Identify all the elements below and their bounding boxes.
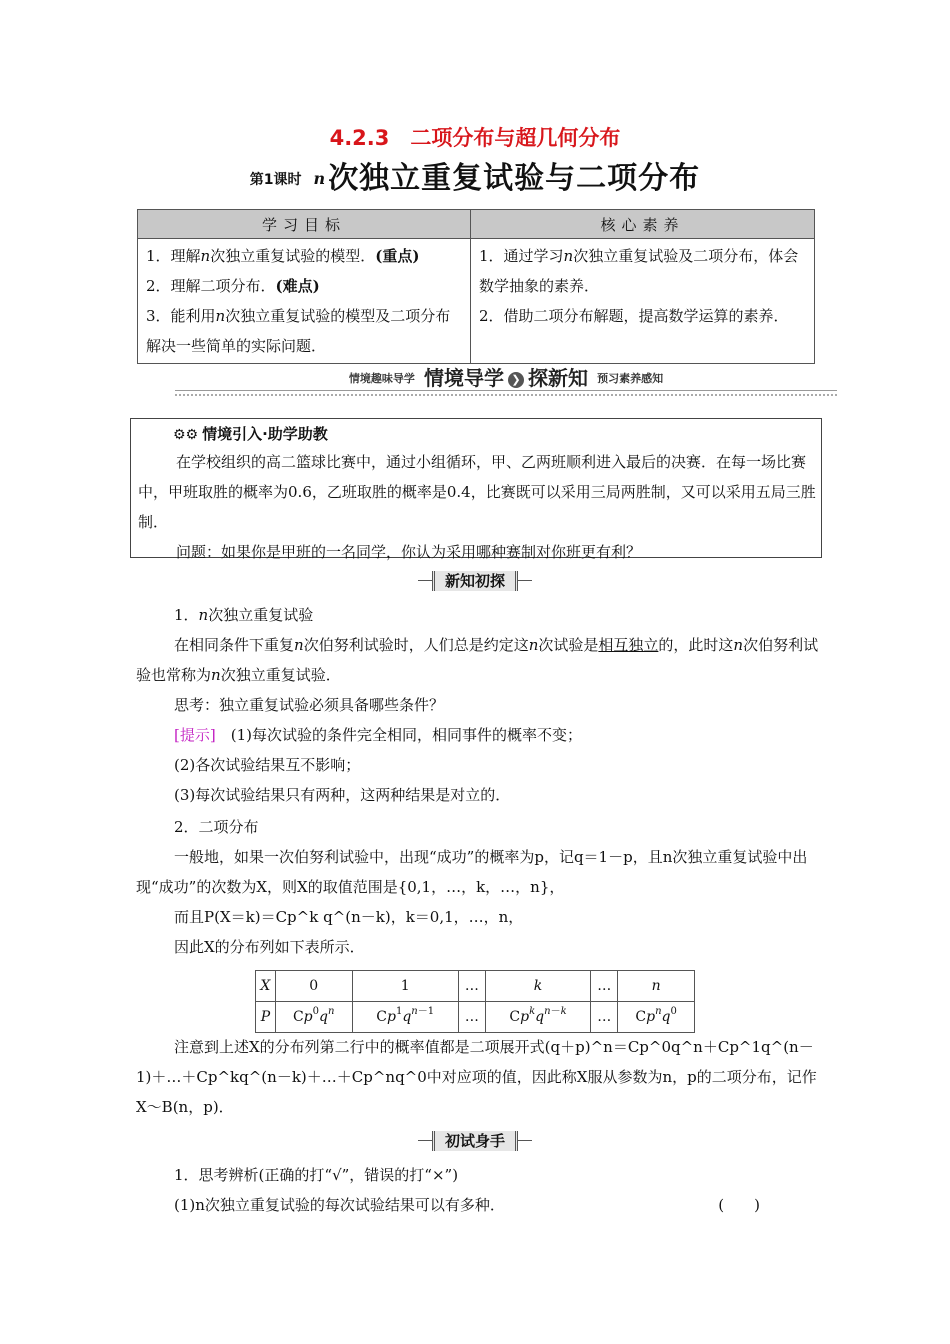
lesson-title-line <box>0 153 950 197</box>
hint-label: [提示] <box>174 726 216 744</box>
banner-left-text: 情境趣味导学 <box>348 372 415 385</box>
distribution-table <box>255 970 695 1033</box>
answer-blank[interactable]: ( ) <box>718 1196 760 1214</box>
intro-paragraph: 在学校组织的高二篮球比赛中，通过小组循环，甲、乙两班顺利进入最后的决赛．在每一场比赛中，甲班取胜的概率为0.6，乙班取胜的概率是0.4，比赛既可以采用三局两胜制，又可以采用五局三胜制． 问题：如果你是甲班的一名同学，你认为采用哪种赛制对你班更有利？ <box>138 447 818 567</box>
literacy-item: 2．借助二项分布解题，提高数学运算的素养． <box>479 307 789 325</box>
banner-title-2: 探新知 <box>528 366 588 390</box>
goal-item: 3．能利用n次独立重复试验的模型及二项分布解决一些简单的实际问题． <box>146 307 451 355</box>
hint-line: (3)每次试验结果只有两种，这两种结果是对立的． <box>174 786 511 804</box>
banner-right-text: 预习素养感知 <box>597 372 664 385</box>
section-title: 4.2.3 二项分布与超几何分布 <box>329 126 621 150</box>
new-knowledge-tag: 新知初探 <box>0 570 950 591</box>
bicycle-icon: ⚙⚙ <box>173 427 199 443</box>
binomial-note: 注意到上述X的分布列第二行中的概率值都是二项展开式(q＋p)^n＝Cp^0q^n＋Cp^1q^(n－1)＋…＋Cp^kq^(n－k)＋…＋Cp^nq^0中对应项的值，因此称X服从参数为n，p的二项分布，记作X～B(n，p)． <box>136 1038 817 1116</box>
hint-line: [提示] (1)每次试验的条件完全相同，相同事件的概率不变； <box>174 726 582 744</box>
section-banner <box>175 362 837 398</box>
section-1-title: 1．n次独立重复试验 <box>174 606 314 624</box>
intro-box <box>130 418 822 561</box>
literacy-item: 1．通过学习n次独立重复试验及二项分布，体会数学抽象的素养． <box>479 247 799 295</box>
think-question: 思考：独立重复试验必须具备哪些条件？ <box>174 696 445 714</box>
table-row: X 0 1 … k … n <box>256 971 695 1002</box>
goals-list <box>138 239 471 364</box>
section-2 <box>136 812 820 962</box>
intro-question: 问题：如果你是甲班的一名同学，你认为采用哪种赛制对你班更有利？ <box>176 543 642 561</box>
lesson-var: n <box>313 169 326 188</box>
practice-title: 1．思考辨析(正确的打“√”，错误的打“×”) <box>174 1166 459 1184</box>
banner-title-1: 情境导学 <box>424 366 504 390</box>
goal-item: 2．理解二项分布．(难点) <box>146 277 320 295</box>
goal-item: 1．理解n次独立重复试验的模型．(重点) <box>146 247 420 265</box>
chevron-right-icon: ❯ <box>508 372 524 388</box>
hint-line: (2)各次试验结果互不影响； <box>174 756 361 774</box>
distribution-intro: 因此X的分布列如下表所示． <box>174 938 365 956</box>
lesson-label: 第1课时 <box>249 172 302 188</box>
section-1 <box>136 600 820 810</box>
literacy-header: 核心素养 <box>471 210 815 239</box>
section-2-paragraph: 一般地，如果一次伯努利试验中，出现“成功”的概率为p，记q＝1－p，且n次独立重复试验中出现“成功”的次数为X，则X的取值范围是{0,1，…，k，…，n}， <box>136 848 808 896</box>
literacy-list <box>471 239 815 364</box>
intro-heading: ⚙⚙ 情境引入·助学助教 <box>173 425 328 443</box>
practice-question: (1)n次独立重复试验的每次试验结果可以有多种． ( ) <box>136 1190 820 1220</box>
practice-tag: 初试身手 <box>0 1130 950 1151</box>
table-row: P $Cp^0q^n$ $Cp^1q^{n-1}$ … $Cp^kq^{n-k}$ … $Cp^nq^0$ <box>256 1002 695 1033</box>
binomial-formula: 而且P(X＝k)＝Cp^k q^(n－k)，k＝0,1，…，n， <box>174 908 524 926</box>
lesson-title: 次独立重复试验与二项分布 <box>328 161 701 196</box>
practice-section <box>136 1160 820 1220</box>
goals-header: 学习目标 <box>138 210 471 239</box>
section-1-paragraph: 在相同条件下重复n次伯努利试验时，人们总是约定这n次试验是相互独立的，此时这n次伯努利试验也常称为n次独立重复试验． <box>136 636 819 684</box>
section-2-title: 2．二项分布 <box>174 818 259 836</box>
goals-table <box>137 209 815 364</box>
